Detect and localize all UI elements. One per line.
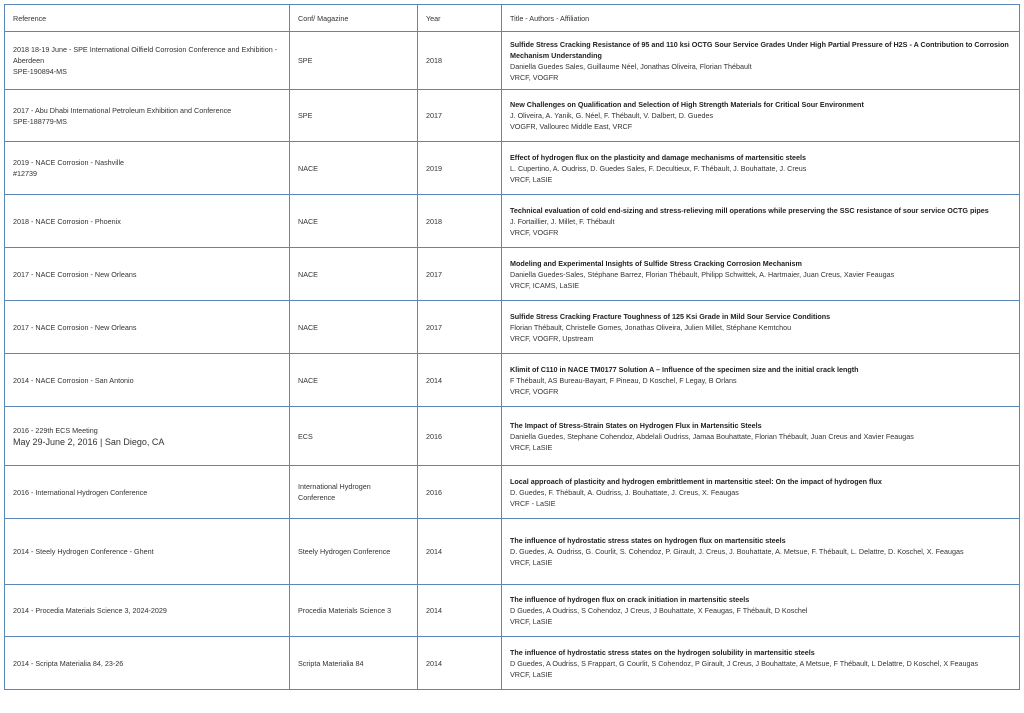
year-cell: 2017	[418, 90, 502, 142]
table-row	[5, 32, 1020, 90]
header-conf-magazine: Conf/ Magazine	[290, 5, 418, 32]
publications-table	[4, 4, 1020, 690]
year-cell: 2019	[418, 142, 502, 195]
year-cell: 2018	[418, 32, 502, 90]
conf-cell: International Hydrogen Conference	[290, 466, 418, 519]
reference-text: 2014 - Procedia Materials Science 3, 2024-2029	[13, 606, 167, 615]
title-cell	[502, 142, 1020, 195]
reference-cell	[5, 32, 290, 90]
reference-cell	[5, 142, 290, 195]
year-cell: 2014	[418, 585, 502, 637]
paper-affiliation: VRCF, LaSIE	[510, 558, 553, 567]
table-row	[5, 248, 1020, 301]
paper-authors: J. Fortaillier, J. Millet, F. Thébault	[510, 216, 615, 226]
reference-text: 2018 - NACE Corrosion - Phoenix	[13, 216, 121, 226]
title-cell	[502, 466, 1020, 519]
paper-title: New Challenges on Qualification and Selection of High Strength Materials for Critical Sour Environment	[510, 100, 864, 109]
paper-affiliation: VRCF, VOGFR	[510, 227, 559, 237]
publications-table-container	[4, 4, 1019, 690]
reference-text: 2018 18-19 June - SPE International Oilfield Corrosion Conference and Exhibition - Aberdeen	[13, 45, 278, 65]
reference-code: #12739	[13, 169, 37, 178]
conf-cell: Scripta Materialia 84	[290, 637, 418, 690]
paper-title: The influence of hydrostatic stress states on the hydrogen solubility in martensitic steels	[510, 647, 815, 657]
paper-affiliation: VRCF, ICAMS, LaSIE	[510, 280, 580, 290]
reference-cell	[5, 407, 290, 466]
paper-authors: D. Guedes, A. Oudriss, G. Courlit, S. Cohendoz, P. Girault, J. Creus, J. Bouhattate, A. Metsue, F. Thébault, L. Delattre, D. Koschel, X. Feaugas	[510, 547, 964, 556]
year-cell: 2018	[418, 195, 502, 248]
paper-affiliation: VOGFR, Vallourec Middle East, VRCF	[510, 122, 633, 131]
reference-text: 2014 - Steely Hydrogen Conference - Ghent	[13, 547, 154, 556]
reference-cell	[5, 585, 290, 637]
paper-title: The influence of hydrostatic stress states on hydrogen flux on martensitic steels	[510, 536, 786, 545]
paper-authors: D Guedes, A Oudriss, S Frappart, G Courlit, S Cohendoz, P Girault, J Creus, J Bouhattate, A Metsue, F Thébault, L Delattre, D Koschel, X Feaugas	[510, 658, 979, 668]
table-row	[5, 195, 1020, 248]
reference-date-location: May 29-June 2, 2016 | San Diego, CA	[13, 436, 165, 447]
title-cell	[502, 32, 1020, 90]
title-cell	[502, 195, 1020, 248]
reference-text: 2014 - NACE Corrosion - San Antonio	[13, 375, 134, 385]
paper-title: Modeling and Experimental Insights of Sulfide Stress Cracking Corrosion Mechanism	[510, 258, 802, 268]
paper-authors: Daniella Guedes Sales, Guillaume Néel, Jonathas Oliveira, Florian Thébault	[510, 61, 752, 71]
paper-title: Sulfide Stress Cracking Resistance of 95 and 110 ksi OCTG Sour Service Grades Under High Partial Pressure of H2S - A Contribution to Corrosion Mechanism Understanding	[510, 39, 1009, 60]
year-cell: 2014	[418, 637, 502, 690]
reference-cell	[5, 637, 290, 690]
year-cell: 2016	[418, 466, 502, 519]
conf-cell: Steely Hydrogen Conference	[290, 519, 418, 585]
reference-text: 2017 - NACE Corrosion - New Orleans	[13, 322, 137, 332]
paper-title: Local approach of plasticity and hydrogen embrittlement in martensitic steel: On the impact of hydrogen flux	[510, 476, 882, 486]
conf-cell: NACE	[290, 248, 418, 301]
conf-cell: NACE	[290, 142, 418, 195]
paper-affiliation: VRCF, VOGFR, Upstream	[510, 333, 594, 343]
table-row	[5, 142, 1020, 195]
paper-authors: J. Oliveira, A. Yanik, G. Néel, F. Thébault, V. Dalbert, D. Guedes	[510, 111, 714, 120]
reference-cell	[5, 466, 290, 519]
header-reference: Reference	[5, 5, 290, 32]
conf-cell: SPE	[290, 90, 418, 142]
reference-cell	[5, 519, 290, 585]
paper-authors: Florian Thébault, Christelle Gomes, Jonathas Oliveira, Julien Millet, Stéphane Kemtchou	[510, 322, 792, 332]
reference-code: SPE-190894-MS	[13, 67, 67, 76]
paper-authors: F Thébault, AS Bureau-Bayart, F Pineau, D Koschel, F Legay, B Orlans	[510, 375, 737, 385]
conf-cell: ECS	[290, 407, 418, 466]
table-row	[5, 90, 1020, 142]
conf-cell: NACE	[290, 301, 418, 354]
paper-affiliation: VRCF - LaSIE	[510, 498, 556, 508]
table-row	[5, 407, 1020, 466]
paper-affiliation: VRCF, VOGFR	[510, 72, 559, 82]
reference-code: SPE-188779-MS	[13, 116, 67, 126]
paper-affiliation: VRCF, VOGFR	[510, 386, 559, 396]
reference-cell	[5, 301, 290, 354]
year-cell: 2017	[418, 301, 502, 354]
table-row	[5, 637, 1020, 690]
conf-cell: SPE	[290, 32, 418, 90]
paper-affiliation: VRCF, LaSIE	[510, 617, 553, 626]
header-title-authors-affiliation: Title - Authors - Affiliation	[502, 5, 1020, 32]
table-row	[5, 519, 1020, 585]
paper-title: Effect of hydrogen flux on the plasticity and damage mechanisms of martensitic steels	[510, 152, 806, 162]
year-cell: 2016	[418, 407, 502, 466]
title-cell	[502, 637, 1020, 690]
paper-title: Klimit of C110 in NACE TM0177 Solution A – Influence of the specimen size and the initial crack length	[510, 364, 859, 374]
table-row	[5, 301, 1020, 354]
header-year: Year	[418, 5, 502, 32]
reference-text: 2016 - International Hydrogen Conference	[13, 487, 148, 497]
reference-cell	[5, 90, 290, 142]
paper-title: Sulfide Stress Cracking Fracture Toughness of 125 Ksi Grade in Mild Sour Service Conditions	[510, 311, 831, 321]
reference-cell	[5, 354, 290, 407]
title-cell	[502, 90, 1020, 142]
table-row	[5, 354, 1020, 407]
conf-cell: NACE	[290, 195, 418, 248]
paper-authors: Daniella Guedes, Stephane Cohendoz, Abdelali Oudriss, Jamaa Bouhattate, Florian Thébault, Juan Creus and Xavier Feaugas	[510, 431, 914, 441]
paper-affiliation: VRCF, LaSIE	[510, 669, 553, 679]
paper-authors: D Guedes, A Oudriss, S Cohendoz, J Creus, J Bouhattate, X Feaugas, F Thébault, D Koschel	[510, 606, 808, 615]
conf-cell: NACE	[290, 354, 418, 407]
paper-authors: D. Guedes, F. Thébault, A. Oudriss, J. Bouhattate, J. Creus, X. Feaugas	[510, 487, 739, 497]
paper-affiliation: VRCF, LaSIE	[510, 174, 553, 184]
paper-title: Technical evaluation of cold end-sizing and stress-relieving mill operations while preserving the SSC resistance of sour service OCTG pipes	[510, 205, 989, 215]
reference-text: 2017 - NACE Corrosion - New Orleans	[13, 269, 137, 279]
year-cell: 2017	[418, 248, 502, 301]
table-row	[5, 585, 1020, 637]
reference-text: 2019 - NACE Corrosion - Nashville	[13, 158, 125, 167]
paper-affiliation: VRCF, LaSIE	[510, 442, 553, 452]
title-cell	[502, 248, 1020, 301]
paper-title: The influence of hydrogen flux on crack initiation in martensitic steels	[510, 595, 750, 604]
paper-authors: L. Cupertino, A. Oudriss, D. Guedes Sales, F. Decultieux, F. Thébault, J. Bouhattate, J. Creus	[510, 163, 807, 173]
conf-cell: Procedia Materials Science 3	[290, 585, 418, 637]
reference-cell	[5, 248, 290, 301]
reference-text: 2017 - Abu Dhabi International Petroleum Exhibition and Conference	[13, 105, 232, 115]
reference-text: 2014 - Scripta Materialia 84, 23-26	[13, 658, 124, 668]
table-row	[5, 466, 1020, 519]
title-cell	[502, 585, 1020, 637]
paper-title: The Impact of Stress-Strain States on Hydrogen Flux in Martensitic Steels	[510, 420, 762, 430]
reference-text: 2016 - 229th ECS Meeting	[13, 425, 98, 435]
year-cell: 2014	[418, 354, 502, 407]
title-cell	[502, 301, 1020, 354]
year-cell: 2014	[418, 519, 502, 585]
title-cell	[502, 519, 1020, 585]
reference-cell	[5, 195, 290, 248]
title-cell	[502, 407, 1020, 466]
paper-authors: Daniella Guedes-Sales, Stéphane Barrez, Florian Thébault, Philipp Schwittek, A. Hartmaier, Juan Creus, Xavier Feaugas	[510, 269, 895, 279]
table-header-row	[5, 5, 1020, 32]
title-cell	[502, 354, 1020, 407]
